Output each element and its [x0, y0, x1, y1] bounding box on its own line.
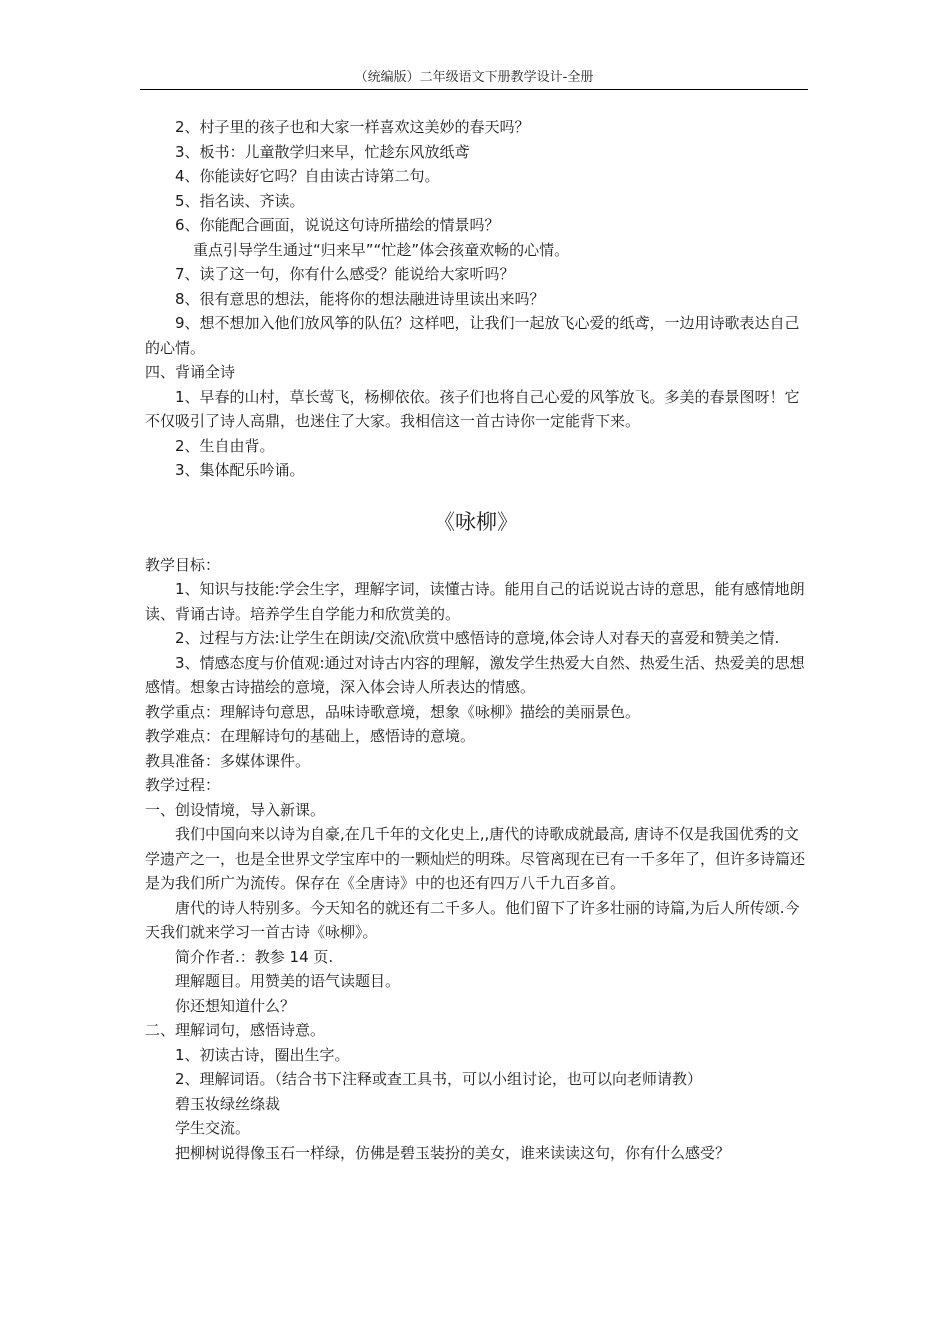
text-line: 2、理解词语。（结合书下注释或查工具书，可以小组讨论，也可以向老师请教）: [175, 1070, 703, 1088]
text-line: 6、你能配合画面，说说这句诗所描绘的情景吗？: [175, 216, 500, 234]
section-heading: 教学过程：: [145, 776, 221, 794]
document-body: [145, 115, 807, 1165]
section-heading: 四、背诵全诗: [145, 363, 236, 381]
text-paragraph: 9、想不想加入他们放风筝的队伍？这样吧，让我们一起放飞心爱的纸鸢，一边用诗歌表达自己的心情。: [145, 314, 800, 357]
text-line: 教学重点：理解诗句意思，品味诗歌意境，想象《咏柳》描绘的美丽景色。: [145, 702, 641, 721]
section-heading: 二、理解词句，感悟诗意。: [145, 1021, 326, 1039]
text-line: 学生交流。: [175, 1119, 251, 1137]
text-paragraph: 我们中国向来以诗为自豪,在几千年的文化史上,,唐代的诗歌成就最高, 唐诗不仅是我国优秀的文学遗产之一，也是全世界文学宝库中的一颗灿烂的明珠。尽管离现在已有一千多年了，但许多诗篇还是为我们所广为流传。保存在《全唐诗》中的也还有四万八千九百多首。: [145, 825, 806, 892]
text-line: 3、板书：儿童散学归来早，忙趁东风放纸鸢: [175, 142, 470, 161]
text-line: 重点引导学生通过“归来早”“忙趁”体会孩童欢畅的心情。: [193, 240, 570, 259]
lesson-title: 《咏柳》: [434, 509, 518, 534]
text-paragraph: 2、过程与方法:让学生在朗读/交流\欣赏中感悟诗的意境,体会诗人对春天的喜爱和赞美之情.: [175, 629, 780, 647]
section-heading: 教学目标：: [145, 555, 221, 574]
text-line: 7、读了这一句，你有什么感受？能说给大家听吗？: [175, 265, 515, 283]
text-line: 你还想知道什么？: [175, 996, 296, 1015]
text-line: 简介作者.：教参 14 页.: [175, 947, 334, 966]
header-divider: [140, 89, 808, 90]
text-line: 1、初读古诗，圈出生字。: [175, 1045, 350, 1064]
text-line: 教具准备：多媒体课件。: [145, 751, 311, 770]
text-paragraph: 3、情感态度与价值观:通过对诗古内容的理解，激发学生热爱大自然、热爱生活、热爱美的思想感情。想象古诗描绘的意境，深入体会诗人所表达的情感。: [145, 653, 805, 696]
section-heading: 一、创设情境，导入新课。: [145, 800, 326, 819]
text-line: 2、生自由背。: [175, 436, 275, 455]
text-paragraph: 唐代的诗人特别多。今天知名的就还有二千多人。他们留下了许多壮丽的诗篇,为后人所传颂.今天我们就来学习一首古诗《咏柳》。: [145, 898, 800, 941]
text-line: 碧玉妆绿丝绦裁: [175, 1094, 281, 1113]
text-line: 理解题目。用赞美的语气读题目。: [175, 972, 401, 990]
text-line: 教学难点：在理解诗句的基础上，感悟诗的意境。: [145, 727, 476, 745]
text-line: 5、指名读、齐读。: [175, 191, 305, 210]
text-line: 2、村子里的孩子也和大家一样喜欢这美妙的春天吗？: [175, 118, 530, 136]
text-paragraph: 1、知识与技能:学会生字，理解字词，读懂古诗。能用自己的话说说古诗的意思，能有感情地朗读、背诵古诗。培养学生自学能力和欣赏美的。: [145, 580, 805, 623]
text-line: 8、很有意思的想法，能将你的想法融进诗里读出来吗？: [175, 289, 545, 308]
text-line: 3、集体配乐吟诵。: [175, 461, 305, 479]
text-paragraph: 1、早春的山村，草长莺飞，杨柳依依。孩子们也将自己心爱的风筝放飞。多美的春景图呀！它不仅吸引了诗人高鼎，也迷住了大家。我相信这一首古诗你一定能背下来。: [145, 387, 800, 430]
text-line: 4、你能读好它吗？自由读古诗第二句。: [175, 167, 440, 185]
text-line: 把柳树说得像玉石一样绿，仿佛是碧玉装扮的美女，谁来读读这句，你有什么感受？: [175, 1143, 731, 1162]
page-header: （统编版）二年级语文下册教学设计-全册: [354, 70, 594, 85]
